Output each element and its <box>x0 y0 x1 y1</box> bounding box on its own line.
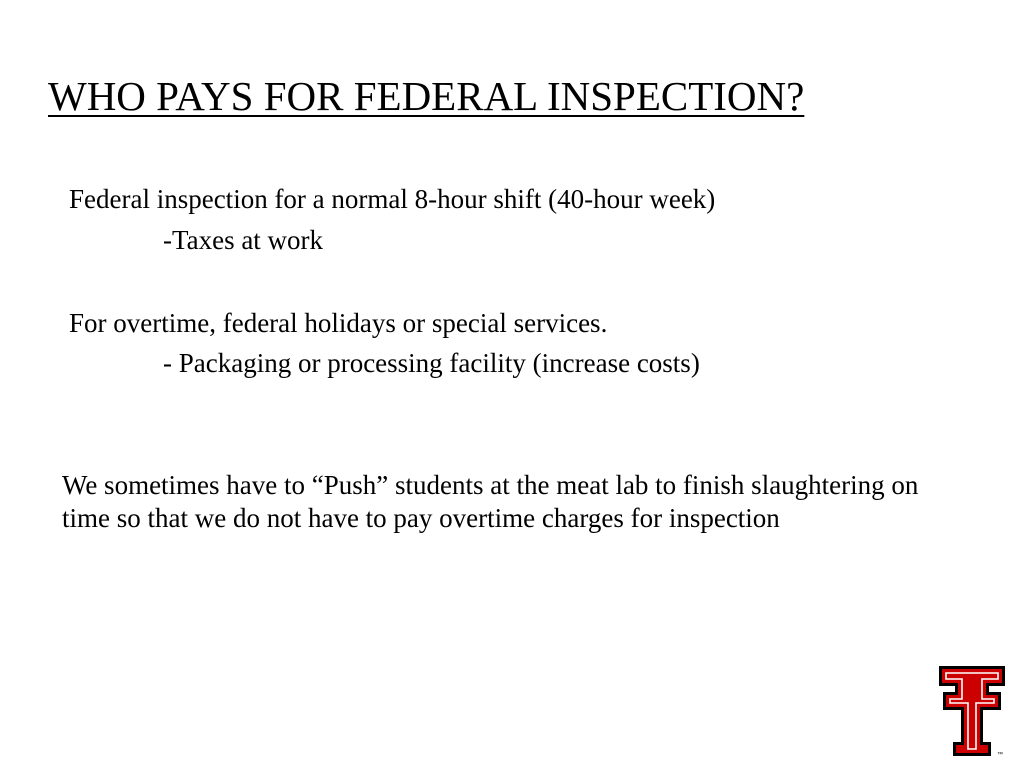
logo-trademark: ™ <box>997 752 1003 758</box>
double-t-logo-icon <box>937 664 1007 758</box>
logo-body <box>942 669 1002 753</box>
section-1-detail: -Taxes at work <box>163 225 324 255</box>
slide-title: WHO PAYS FOR FEDERAL INSPECTION? <box>48 73 805 119</box>
section-1-heading: Federal inspection for a normal 8-hour shift (40-hour week) <box>69 184 716 214</box>
overtime-note: We sometimes have to “Push” students at the meat lab to finish slaughtering on time so that we do not have to pay overtime charges for inspection <box>62 470 919 533</box>
section-2-detail: - Packaging or processing facility (increase costs) <box>163 348 700 378</box>
section-2-heading: For overtime, federal holidays or special services. <box>69 308 608 338</box>
